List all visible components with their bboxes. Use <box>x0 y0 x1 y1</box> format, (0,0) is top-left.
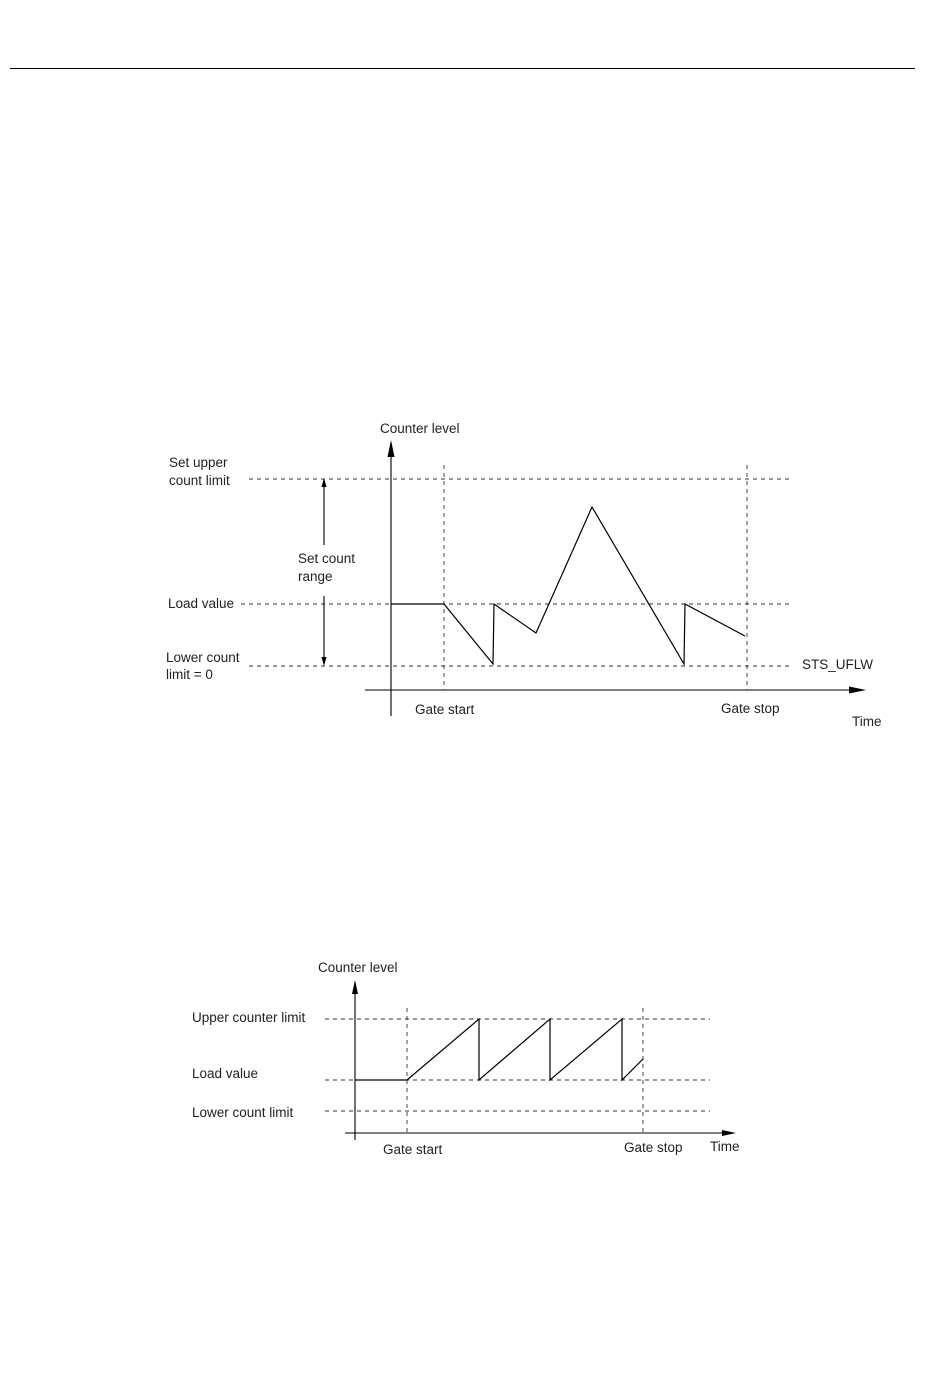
upper-limit-label: Upper counter limit <box>192 1010 306 1025</box>
count-range-label-line2: range <box>298 569 333 584</box>
gate-start-label: Gate start <box>415 702 475 717</box>
upper-limit-label-line2: count limit <box>169 473 230 488</box>
upper-limit-label-line1: Set upper <box>169 455 228 470</box>
x-axis-label: Time <box>852 714 882 729</box>
x-axis-arrow-icon <box>849 687 866 694</box>
lower-limit-label-line1: Lower count <box>166 650 240 665</box>
y-axis-label: Counter level <box>318 960 398 975</box>
gate-start-label: Gate start <box>383 1142 443 1157</box>
count-range-down-arrow-icon <box>322 657 327 666</box>
diagram-underflow <box>166 421 882 729</box>
counter-level-curve <box>355 1019 643 1080</box>
y-axis-label: Counter level <box>380 421 460 436</box>
count-range-label-line1: Set count <box>298 551 356 566</box>
gate-stop-label: Gate stop <box>721 701 780 716</box>
gate-stop-label: Gate stop <box>624 1140 683 1155</box>
y-axis-arrow-icon <box>388 440 395 457</box>
lower-limit-label: Lower count limit <box>192 1105 294 1120</box>
underflow-status-label: STS_UFLW <box>802 657 874 672</box>
diagram-continuous-count <box>192 960 740 1157</box>
x-axis-arrow-icon <box>722 1130 736 1136</box>
load-value-label: Load value <box>192 1066 259 1081</box>
lower-limit-label-line2: limit = 0 <box>166 667 213 682</box>
load-value-label: Load value <box>168 596 235 611</box>
y-axis-arrow-icon <box>352 980 358 994</box>
x-axis-label: Time <box>710 1139 740 1154</box>
